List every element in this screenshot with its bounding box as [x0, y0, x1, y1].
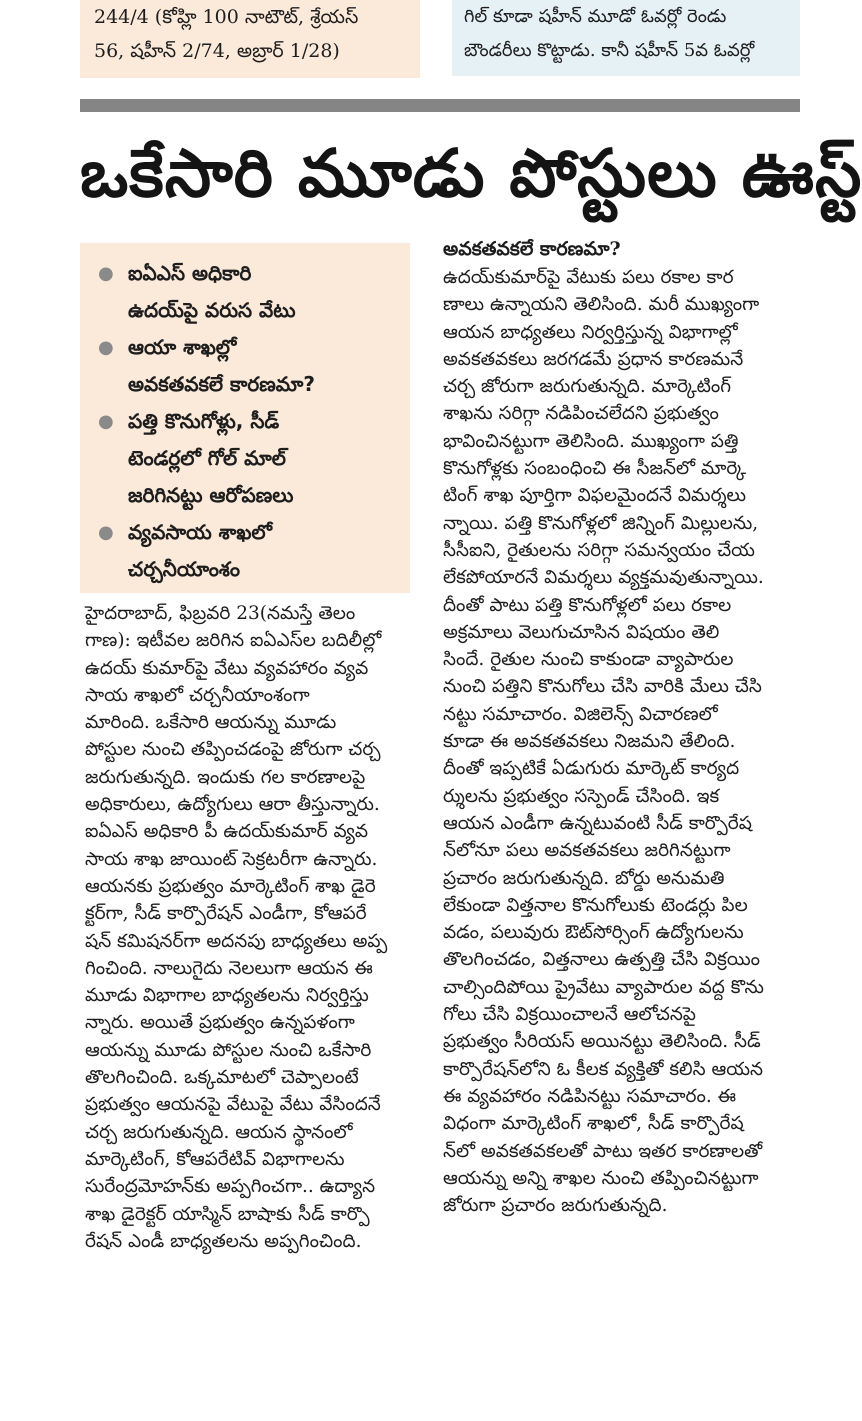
body-text-line: వడం, పలువురు ఔట్‌సోర్సింగ్ ఉద్యోగులను [443, 922, 744, 944]
body-text-line: ప్రభుత్వం సీరియస్ అయినట్టు తెలిసింది. సీడ్ [443, 1031, 761, 1053]
body-text-line: ఉదయ్‌కుమార్‌పై వేటుకు పలు రకాల కార [443, 267, 734, 288]
body-text-line: సురేంద్రమోహన్‌కు అప్పగించగా.. ఉద్యాన [85, 1176, 376, 1198]
body-text-line: నట్టు సమాచారం. విజిలెన్స్ విచారణలో [443, 703, 718, 725]
body-text-line: గించింది. నాలుగైదు నెలలుగా ఆయన ఈ [85, 957, 373, 979]
bullet-icon: ● [98, 522, 114, 543]
body-text-line: చాల్సిందిపోయి ప్రైవేటు వ్యాపారుల వద్ద కొను [443, 976, 764, 998]
top-left-snippet-box [80, 0, 420, 78]
body-text-line: సీసీఐని, రైతులను సరిగ్గా సమన్వయం చేయ [443, 539, 755, 561]
body-text-line: మూడు విభాగాల బాధ్యతలను నిర్వర్తిస్తు [85, 985, 369, 1007]
body-text-line: న్‌లోనూ పలు అవకతవకలు జరిగినట్టుగా [443, 840, 731, 862]
body-text-line: ణాలు ఉన్నాయని తెలిసింది. మరీ ముఖ్యంగా [443, 294, 760, 316]
highlight-line: ఉదయ్‌పై వరుస వేటు [128, 298, 296, 322]
body-text-line: తొలగించడం, విత్తనాలు ఉత్పత్తి చేసి విక్రయిం [443, 949, 761, 971]
body-text-line: పోస్టుల నుంచి తప్పించడంపై జోరుగా చర్చ [85, 739, 381, 761]
body-text-line: న్నాయి. పత్తి కొనుగోళ్లలో జిన్నింగ్ మిల్లులను, [443, 512, 759, 534]
bullet-icon: ● [98, 263, 114, 284]
body-text-line: లేకుండా విత్తనాల కొనుగోలుకు టెండర్లు పిల [443, 894, 748, 916]
top-right-line: బౌండరీలు కొట్టాడు. కానీ షహీన్ 5వ ఓవర్లో [464, 40, 755, 61]
top-right-snippet-box [452, 0, 800, 76]
top-right-line: గిల్ కూడా షహీన్ మూడో ఓవర్లో రెండు [464, 6, 727, 27]
section-divider [80, 99, 800, 112]
body-text-line: కొనుగోళ్లకు సంబంధించి ఈ సీజన్‌లో మార్కె [443, 458, 747, 480]
article-column-left [85, 600, 415, 1255]
body-text-line: దీంతో పాటు పత్తి కొనుగోళ్లలో పలు రకాల [443, 594, 732, 616]
body-text-line: సాయ శాఖ జాయింట్ సెక్రటరీగా ఉన్నారు. [85, 848, 378, 870]
body-text-line: శాఖ డైరెక్టర్ యాస్మిన్ బాషాకు సీడ్ కార్పొ [85, 1203, 370, 1225]
body-text-line: కార్పొరేషన్‌లోని ఓ కీలక వ్యక్తితో కలిసి ఆయన [443, 1058, 763, 1080]
body-text-line: దీంతో ఇప్పటికే ఏడుగురు మార్కెట్ కార్యద [443, 758, 740, 780]
body-text-line: అక్రమాలు వెలుగుచూసిన విషయం తెలి [443, 621, 720, 643]
highlight-line: పత్తి కొనుగోళ్లు, సీడ్ [128, 409, 280, 433]
body-text-line: ఆయనకు ప్రభుత్వం మార్కెటింగ్ శాఖ డైరె [85, 875, 376, 897]
highlight-line: ఆయా శాఖల్లో [128, 335, 237, 359]
body-text-line: చర్చ జరుగుతున్నది. ఆయన స్థానంలో [85, 1121, 353, 1143]
highlights-box [80, 243, 410, 593]
body-text-line: ఆయన బాధ్యతలు నిర్వర్తిస్తున్న విభాగాల్లో [443, 321, 738, 343]
body-text-line: సిందే. రైతుల నుంచి కాకుండా వ్యాపారుల [443, 649, 734, 671]
body-text-line: క్టర్‌గా, సీడ్ కార్పొరేషన్ ఎండీగా, కోఆపరే [85, 903, 367, 925]
article-column-right [443, 234, 785, 1219]
highlight-text [128, 329, 315, 403]
highlight-line: చర్చనీయాంశం [128, 557, 241, 581]
highlight-text [128, 403, 293, 514]
body-text-line: హైదరాబాద్, ఫిబ్రవరి 23(నమస్తే తెలం [85, 603, 356, 624]
body-text-line: టింగ్ శాఖ పూర్తిగా విఫలమైందనే విమర్శలు [443, 485, 747, 507]
body-text-line: ఆయన ఎండీగా ఉన్నటువంటి సీడ్ కార్పొరేష [443, 812, 752, 834]
highlight-line: టెండర్లలో గోల్ మాల్ [128, 446, 286, 470]
body-text-line: విధంగా మార్కెటింగ్ శాఖలో, సీడ్ కార్పొరేష [443, 1113, 744, 1135]
body-text-line: గోలు చేసి విక్రయించాలనే ఆలోచనపై [443, 1004, 696, 1026]
body-text-line: మారింది. ఒకేసారి ఆయన్ను మూడు [85, 712, 337, 734]
body-text-line: ఈ వ్యవహారం నడిపినట్టు సమాచారం. ఈ [443, 1085, 736, 1107]
body-text-line: ఆయన్ను అన్ని శాఖల నుంచి తప్పించినట్టుగా [443, 1167, 759, 1189]
highlight-line: అవకతవకలే కారణమా? [128, 372, 315, 396]
body-text-line: శాఖను సరిగ్గా నడిపించలేదని ప్రభుత్వం [443, 403, 719, 425]
highlight-text [128, 255, 296, 329]
body-text-line: ఆయన్ను మూడు పోస్టుల నుంచి ఒకేసారి [85, 1039, 372, 1061]
body-text-line: కూడా ఈ అవకతవకలు నిజమని తేలింది. [443, 731, 736, 753]
body-text-line: భావించినట్టుగా తెలిసింది. ముఖ్యంగా పత్తి [443, 430, 739, 452]
top-left-line: 56, షహీన్ 2/74, అబ్రార్ 1/28) [94, 40, 340, 62]
body-text-line: ప్రచారం జరుగుతున్నది. బోర్డు అనుమతి [443, 867, 725, 889]
highlight-item [98, 403, 400, 514]
bullet-icon: ● [98, 337, 114, 358]
highlight-item [98, 329, 400, 403]
body-text-line: తొలగించింది. ఒక్కమాటలో చెప్పాలంటే [85, 1067, 359, 1089]
body-text-line: జరుగుతున్నది. ఇందుకు గల కారణాలపై [85, 766, 366, 788]
top-left-line: 244/4 (కోహ్లి 100 నాటౌట్, శ్రేయస్ [94, 6, 359, 28]
article-column-right-body [443, 264, 785, 1219]
body-text-line: ఐఏఎస్ అధికారి పీ ఉదయ్‌కుమార్ వ్యవ [85, 821, 369, 843]
highlight-text [128, 514, 272, 588]
body-text-line: లేకపోయారనే విమర్శలు వ్యక్తమవుతున్నాయి. [443, 567, 764, 589]
body-text-line: న్‌లో అవకతవకలతో పాటు ఇతర కారణాలతో [443, 1140, 763, 1162]
highlight-line: జరిగినట్టు ఆరోపణలు [128, 483, 294, 507]
body-text-line: అధికారులు, ఉద్యోగులు ఆరా తీస్తున్నారు. [85, 794, 380, 816]
article-headline: ఒకేసారి మూడు పోస్టులు ఊస్ట్ [80, 134, 862, 212]
body-text-line: సాయ శాఖలో చర్చనీయాంశంగా [85, 684, 310, 706]
highlight-line: వ్యవసాయ శాఖలో [128, 520, 273, 544]
highlight-line: ఐఏఎస్ అధికారి [128, 261, 252, 285]
body-text-line: ప్రభుత్వం ఆయనపై వేటుపై వేటు వేసిందనే [85, 1094, 381, 1116]
highlight-item [98, 514, 400, 588]
highlight-item [98, 255, 400, 329]
body-text-line: షన్ కమిషనర్‌గా అదనపు బాధ్యతలు అప్ప [85, 930, 388, 952]
bullet-icon: ● [98, 411, 114, 432]
article-subheading: అవకతవకలే కారణమా? [443, 238, 621, 260]
body-text-line: అవకతవకలు జరగడమే ప్రధాన కారణమనే [443, 348, 744, 370]
body-text-line: రేషన్ ఎండీ బాధ్యతలను అప్పగించింది. [85, 1230, 362, 1252]
body-text-line: నుంచి పత్తిని కొనుగోలు చేసి వారికి మేలు చేసి [443, 676, 762, 698]
body-text-line: ర్శులను ప్రభుత్వం సస్పెండ్ చేసింది. ఇక [443, 785, 720, 807]
body-text-line: న్నారు. అయితే ప్రభుత్వం ఉన్నపళంగా [85, 1012, 355, 1034]
body-text-line: జోరుగా ప్రచారం జరుగుతున్నది. [443, 1195, 668, 1217]
body-text-line: గాణ): ఇటీవల జరిగిన ఐఏఎస్‌ల బదిలీల్లో [85, 630, 382, 652]
body-text-line: మార్కెటింగ్, కోఆపరేటివ్ విభాగాలను [85, 1148, 345, 1170]
body-text-line: ఉదయ్ కుమార్‌పై వేటు వ్యవహారం వ్యవ [85, 657, 369, 679]
body-text-line: చర్చ జోరుగా జరుగుతున్నది. మార్కెటింగ్ [443, 376, 732, 398]
